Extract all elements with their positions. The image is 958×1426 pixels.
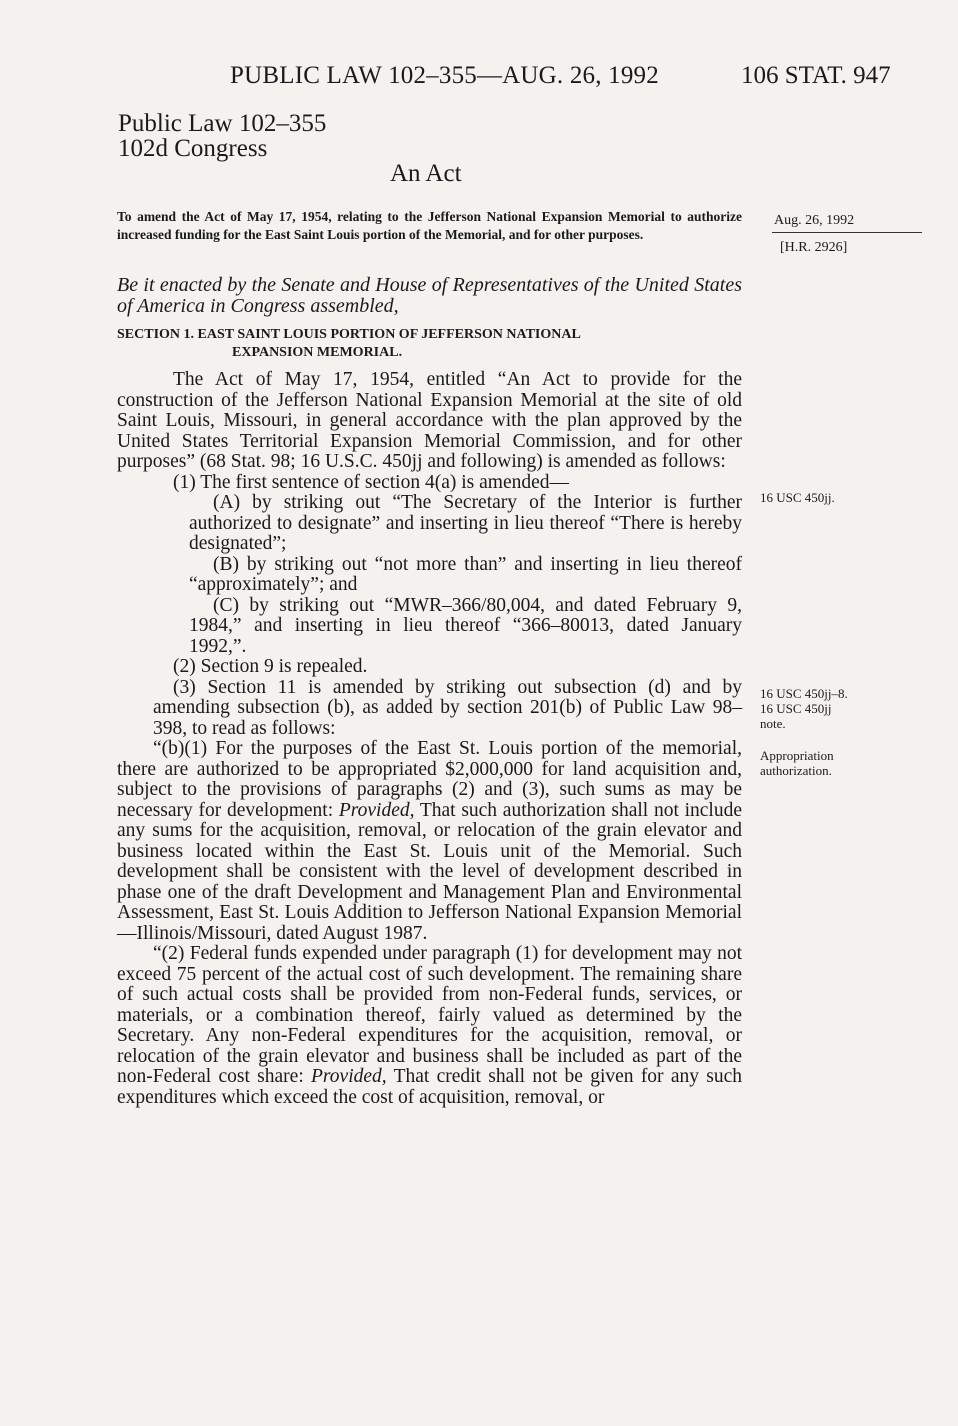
act-title: An Act (390, 160, 462, 187)
section-intro: The Act of May 17, 1954, entitled “An Act to provide for the construction of the Jefferson National Expansion Memorial at the site of old Saint Louis, Missouri, in general accordance with the plan approved by the United States Territorial Expansion Memorial Commission, and for other purposes” (68 Stat. 98; 16 U.S.C. 450jj and following) is amended as follows: (117, 369, 742, 472)
margin-divider (772, 232, 922, 233)
section-heading (117, 326, 747, 362)
section-body (117, 370, 742, 1108)
amendment-item-1b: (B) by striking out “not more than” and inserting in lieu thereof “approximately”; and (189, 553, 742, 595)
purpose-statement: To amend the Act of May 17, 1954, relating to the Jefferson National Expansion Memorial to authorize increased funding for the East Saint Louis portion of the Memorial, and for other purposes. (117, 209, 742, 242)
amendment-item-2: (2) Section 9 is repealed. (173, 656, 368, 677)
section-heading-line1: SECTION 1. EAST SAINT LOUIS PORTION OF JEFFERSON NATIONAL (117, 327, 581, 342)
margin-date: Aug. 26, 1992 (774, 213, 855, 228)
amendment-item-1: (1) The first sentence of section 4(a) is amended— (173, 471, 569, 493)
quoted-paragraph-2: “(2) Federal funds expended under paragraph (1) for development may not exceed 75 percent of the actual cost of such development. The remaining share of such actual costs shall be provided from non-Federal funds, services, or materials, or a combination thereof, fairly valued as determined by the Secretary. Any non-Federal expenditures for the acquisition, removal, or relocation of the grain elevator and business shall be included as part of the non-Federal cost share: Provided, That credit shall not be given for any such expenditures which exceed the cost of acquisition, removal, or (117, 943, 742, 1108)
enacting-clause: Be it enacted by the Senate and House of Representatives of the United States of America in Congress assembled, (117, 274, 742, 317)
running-title: PUBLIC LAW 102–355—AUG. 26, 1992 (230, 62, 659, 89)
margin-note-usc-2: 16 USC 450jj–8. 16 USC 450jj note. (760, 686, 848, 731)
margin-note-usc: 16 USC 450jj. (760, 490, 835, 505)
page-reference: 106 STAT. 947 (741, 62, 891, 89)
section-heading-line2: EXPANSION MEMORIAL. (232, 345, 403, 360)
margin-bill-number: [H.R. 2926] (780, 240, 848, 255)
congress-label: 102d Congress (118, 135, 268, 162)
amendment-item-3: (3) Section 11 is amended by striking out subsection (d) and by amending subsection (b), as added by section 201(b) of Public Law 98–398, to read as follows: (153, 676, 742, 739)
quoted-paragraph-1: “(b)(1) For the purposes of the East St. Louis portion of the memorial, there are authorized to be appropriated $2,000,000 for land acquisition and, subject to the provisions of paragraphs (2) and (3), such sums as may be necessary for development: Provided, That such authorization shall not include any sums for the acquisition, removal, or relocation of the grain elevator and business located within the East St. Louis unit of the Memorial. Such development shall be consistent with the level of development described in phase one of the draft Development and Management Plan and Environmental Assessment, East St. Louis Addition to Jefferson National Expansion Memorial—Illinois/Missouri, dated August 1987. (117, 738, 742, 944)
public-law-number: Public Law 102–355 (118, 110, 327, 137)
amendment-item-1a: (A) by striking out “The Secretary of the Interior is further authorized to designate” and inserting in lieu thereof “There is hereby designated”; (189, 492, 742, 554)
margin-note-appropriation: Appropriation authorization. (760, 748, 834, 778)
amendment-item-1c: (C) by striking out “MWR–366/80,004, and dated February 9, 1984,” and inserting in lieu thereof “366–80013, dated January 1992,”. (189, 594, 742, 657)
